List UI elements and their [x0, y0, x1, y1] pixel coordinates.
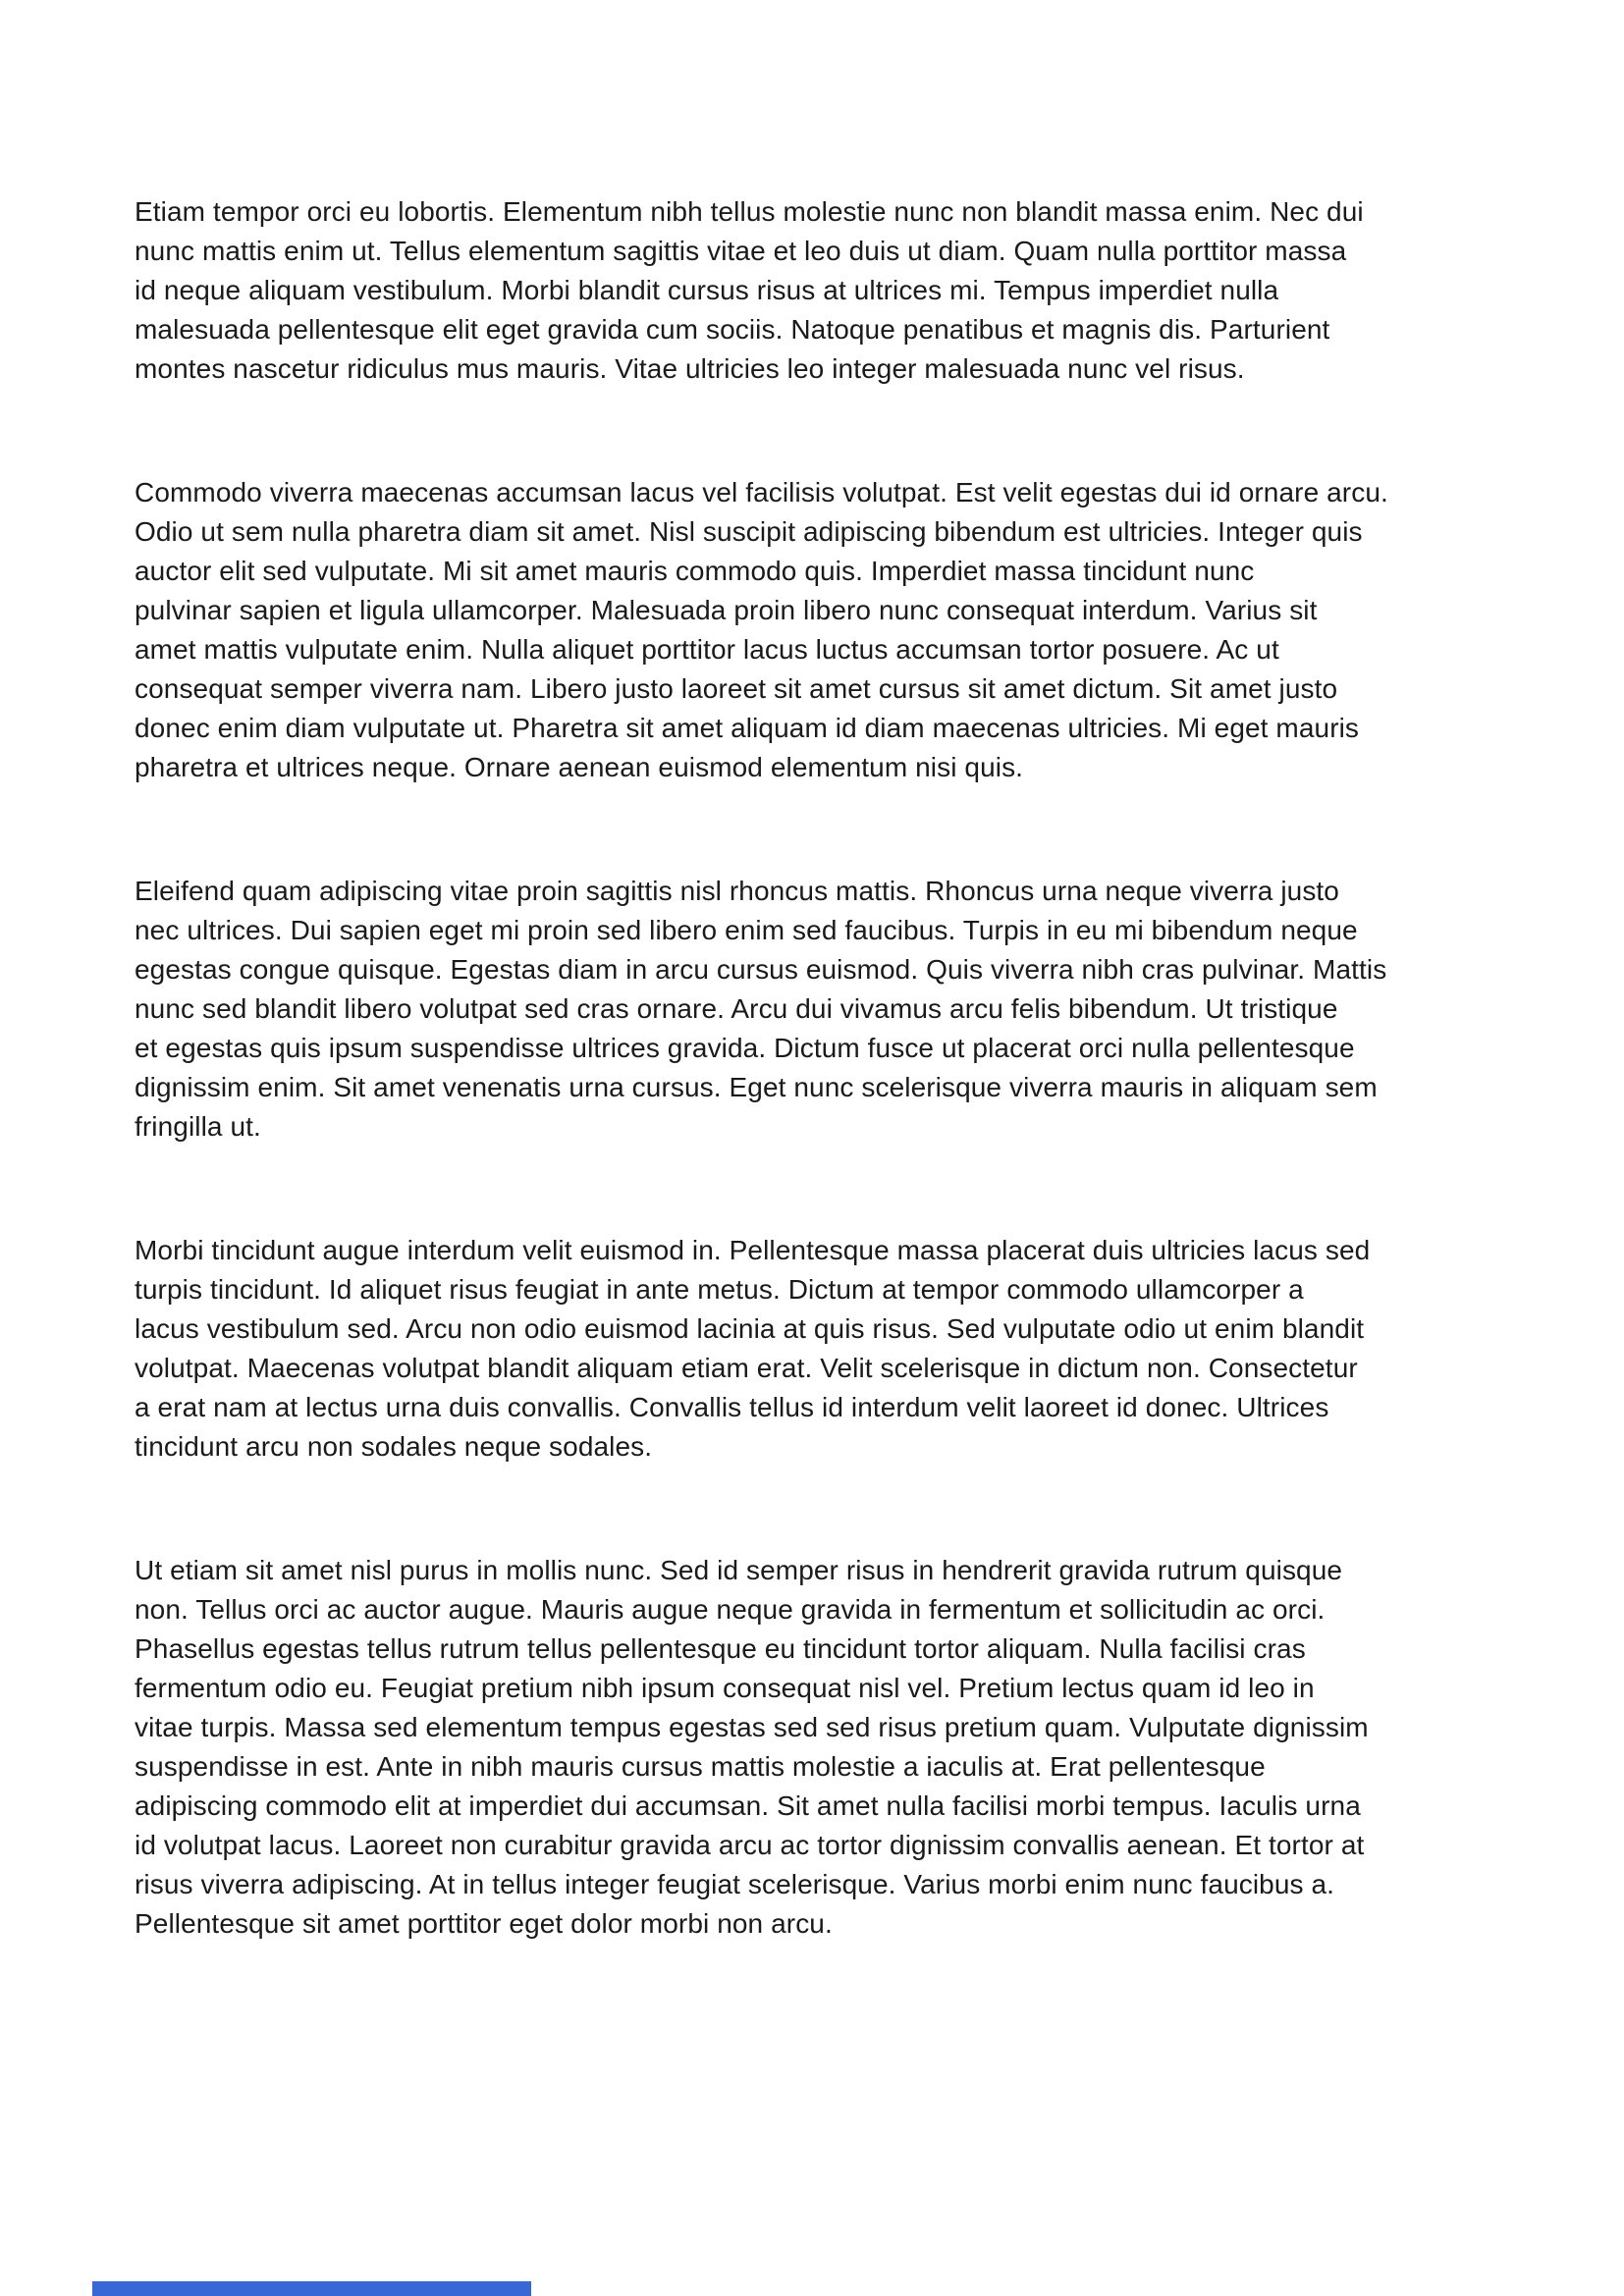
text-line: a erat nam at lectus urna duis convallis. Convallis tellus id interdum velit laoreet id donec. Ultrices: [135, 1392, 1329, 1422]
text-line: Commodo viverra maecenas accumsan lacus vel facilisis volutpat. Est velit egestas dui id ornare arcu.: [135, 477, 1388, 507]
text-line: Phasellus egestas tellus rutrum tellus pellentesque eu tincidunt tortor aliquam. Nulla facilisi cras: [135, 1633, 1306, 1664]
text-line: lacus vestibulum sed. Arcu non odio euismod lacinia at quis risus. Sed vulputate odio ut enim blandit: [135, 1313, 1365, 1344]
text-line: tincidunt arcu non sodales neque sodales.: [135, 1431, 653, 1462]
text-line: et egestas quis ipsum suspendisse ultrices gravida. Dictum fusce ut placerat orci nulla pellentesque: [135, 1033, 1355, 1063]
text-line: dignissim enim. Sit amet venenatis urna cursus. Eget nunc scelerisque viverra mauris in aliquam sem: [135, 1072, 1378, 1102]
paragraph: [135, 1231, 1509, 1467]
text-line: non. Tellus orci ac auctor augue. Mauris augue neque gravida in fermentum et sollicitudin ac orci.: [135, 1594, 1326, 1625]
text-line: montes nascetur ridiculus mus mauris. Vitae ultricies leo integer malesuada nunc vel risus.: [135, 353, 1245, 384]
text-line: auctor elit sed vulputate. Mi sit amet mauris commodo quis. Imperdiet massa tincidunt nunc: [135, 556, 1255, 586]
text-line: pharetra et ultrices neque. Ornare aenean euismod elementum nisi quis.: [135, 752, 1024, 782]
text-line: risus viverra adipiscing. At in tellus integer feugiat scelerisque. Varius morbi enim nunc faucibus a.: [135, 1869, 1335, 1899]
text-line: egestas congue quisque. Egestas diam in arcu cursus euismod. Quis viverra nibh cras pulvinar. Mattis: [135, 954, 1387, 985]
text-line: id volutpat lacus. Laoreet non curabitur gravida arcu ac tortor dignissim convallis aenean. Et tortor at: [135, 1830, 1365, 1860]
text-line: Eleifend quam adipiscing vitae proin sagittis nisl rhoncus mattis. Rhoncus urna neque viverra justo: [135, 876, 1339, 906]
text-line: fermentum odio eu. Feugiat pretium nibh ipsum consequat nisl vel. Pretium lectus quam id leo in: [135, 1673, 1315, 1703]
text-line: turpis tincidunt. Id aliquet risus feugiat in ante metus. Dictum at tempor commodo ullamcorper a: [135, 1274, 1304, 1305]
text-line: suspendisse in est. Ante in nibh mauris cursus mattis molestie a iaculis at. Erat pellentesque: [135, 1751, 1266, 1782]
text-line: vitae turpis. Massa sed elementum tempus egestas sed sed risus pretium quam. Vulputate dignissim: [135, 1712, 1369, 1742]
paragraph: [135, 192, 1509, 389]
text-line: volutpat. Maecenas volutpat blandit aliquam etiam erat. Velit scelerisque in dictum non. Consectetur: [135, 1353, 1358, 1383]
paragraph: [135, 872, 1509, 1147]
text-line: Morbi tincidunt augue interdum velit euismod in. Pellentesque massa placerat duis ultricies lacus sed: [135, 1235, 1371, 1265]
document-text: [135, 192, 1509, 1944]
bottom-blue-bar: [92, 2281, 531, 2296]
text-line: Pellentesque sit amet porttitor eget dolor morbi non arcu.: [135, 1908, 833, 1939]
text-line: pulvinar sapien et ligula ullamcorper. Malesuada proin libero nunc consequat interdum. Varius sit: [135, 595, 1318, 625]
text-line: id neque aliquam vestibulum. Morbi blandit cursus risus at ultrices mi. Tempus imperdiet nulla: [135, 275, 1279, 305]
text-line: nunc mattis enim ut. Tellus elementum sagittis vitae et leo duis ut diam. Quam nulla porttitor massa: [135, 236, 1347, 266]
paragraph: [135, 1551, 1509, 1944]
text-line: Etiam tempor orci eu lobortis. Elementum nibh tellus molestie nunc non blandit massa enim. Nec dui: [135, 196, 1364, 227]
text-line: donec enim diam vulputate ut. Pharetra sit amet aliquam id diam maecenas ultricies. Mi eget mauris: [135, 713, 1360, 743]
paragraph: [135, 473, 1509, 787]
text-line: nec ultrices. Dui sapien eget mi proin sed libero enim sed faucibus. Turpis in eu mi bibendum neque: [135, 915, 1358, 945]
text-line: Ut etiam sit amet nisl purus in mollis nunc. Sed id semper risus in hendrerit gravida rutrum quisque: [135, 1555, 1343, 1585]
text-line: malesuada pellentesque elit eget gravida cum sociis. Natoque penatibus et magnis dis. Parturient: [135, 314, 1330, 345]
text-line: fringilla ut.: [135, 1111, 261, 1142]
text-line: amet mattis vulputate enim. Nulla aliquet porttitor lacus luctus accumsan tortor posuere. Ac ut: [135, 634, 1279, 665]
text-line: consequat semper viverra nam. Libero justo laoreet sit amet cursus sit amet dictum. Sit amet justo: [135, 673, 1338, 704]
text-line: nunc sed blandit libero volutpat sed cras ornare. Arcu dui vivamus arcu felis bibendum. Ut tristique: [135, 993, 1338, 1024]
text-line: Odio ut sem nulla pharetra diam sit amet. Nisl suscipit adipiscing bibendum est ultricies. Integer quis: [135, 516, 1363, 547]
text-line: adipiscing commodo elit at imperdiet dui accumsan. Sit amet nulla facilisi morbi tempus. Iaculis urna: [135, 1790, 1361, 1821]
